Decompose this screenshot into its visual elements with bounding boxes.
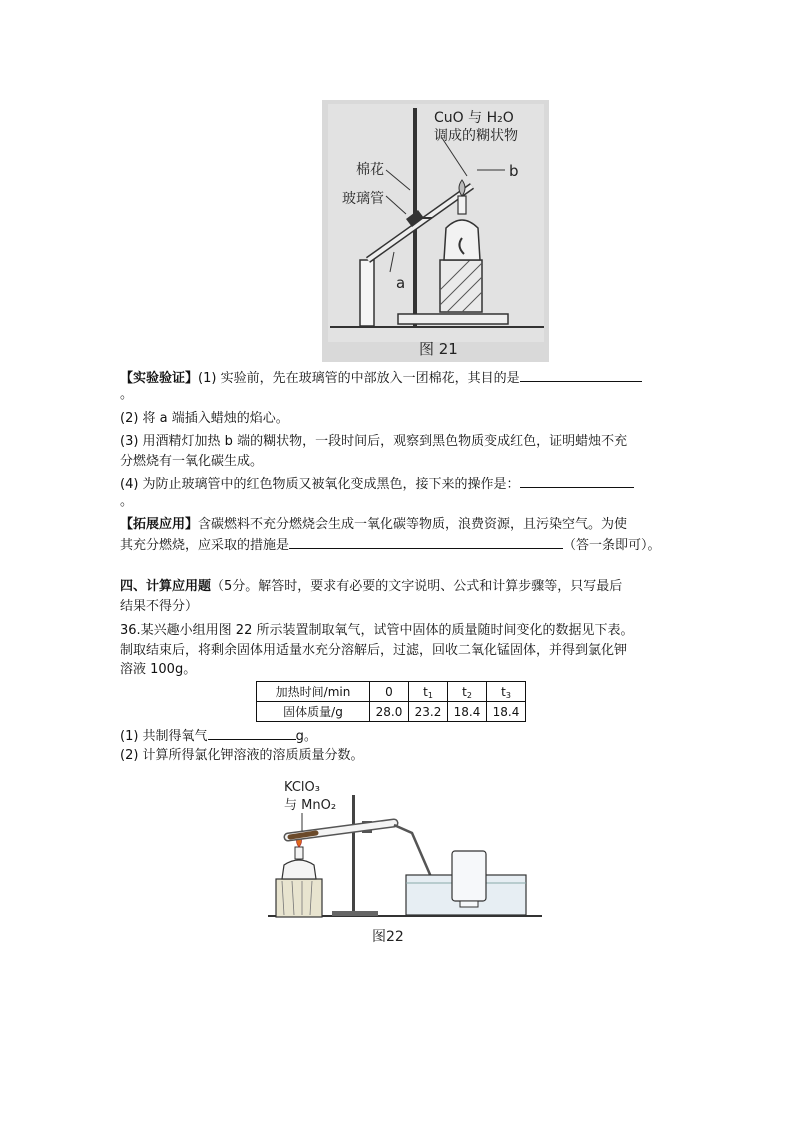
fig22-label-kclo3: KClO₃	[284, 780, 320, 795]
extension-heading: 【拓展应用】	[120, 517, 199, 532]
fig21-label-b: b	[509, 162, 519, 180]
table-header-mass: 固体质量/g	[257, 702, 370, 722]
q36-line3: 溶液 100g。	[120, 662, 197, 677]
table-cell: 23.2	[409, 702, 448, 722]
fig21-label-paste: 调成的糊状物	[434, 128, 518, 144]
q36-sub1-text: (1) 共制得氧气	[120, 729, 208, 744]
verification-heading: 【实验验证】	[120, 371, 199, 386]
extension-answer-blank[interactable]	[289, 535, 563, 549]
figure-22-apparatus	[262, 775, 546, 947]
extension-text2: 其充分燃烧，应采取的措施是	[120, 538, 290, 553]
section4-title: 四、计算应用题	[120, 579, 212, 594]
q3-line1: (3) 用酒精灯加热 b 端的糊状物，一段时间后，观察到黑色物质变成红色，证明蜡烛不充	[120, 434, 628, 449]
fig21-label-cotton: 棉花	[356, 162, 384, 178]
figure-21-apparatus	[322, 100, 549, 362]
table-cell: 0	[370, 682, 409, 702]
fig21-label-glass-tube: 玻璃管	[342, 191, 384, 207]
q36-line2: 制取结束后，将剩余固体用适量水充分溶解后，过滤，回收二氧化锰固体，并得到氯化钾	[120, 643, 628, 658]
table-row	[257, 682, 526, 702]
q1-end: 。	[120, 387, 134, 402]
extension-text3: （答一条即可）。	[563, 538, 661, 553]
section4-desc1: （5分。解答时，要求有必要的文字说明、公式和计算步骤等，只写最后	[211, 579, 623, 594]
q36-sub2: (2) 计算所得氯化钾溶液的溶质质量分数。	[120, 748, 364, 763]
q2-text: (2) 将 a 端插入蜡烛的焰心。	[120, 411, 289, 426]
q4-line	[120, 474, 634, 494]
fig21-label-cuo: CuO 与 H₂O	[434, 110, 514, 126]
table-cell: $t_1$	[409, 682, 448, 702]
q1-answer-blank[interactable]	[520, 368, 642, 382]
table-cell: 18.4	[448, 702, 487, 722]
table-cell: 28.0	[370, 702, 409, 722]
table-cell: $t_2$	[448, 682, 487, 702]
extension-line1	[120, 515, 627, 534]
table-cell: 18.4	[487, 702, 526, 722]
extension-text1: 含碳燃料不充分燃烧会生成一氧化碳等物质，浪费资源，且污染空气。为使	[198, 517, 628, 532]
q1-text: (1) 实验前，先在玻璃管的中部放入一团棉花，其目的是	[198, 371, 520, 386]
fig21-caption: 图 21	[419, 340, 458, 358]
table-cell: $t_3$	[487, 682, 526, 702]
q4-answer-blank[interactable]	[520, 474, 634, 488]
table-row	[257, 702, 526, 722]
q36-line1: 36.某兴趣小组用图 22 所示装置制取氧气，试管中固体的质量随时间变化的数据见下表。	[120, 623, 634, 638]
section4-desc2: 结果不得分）	[120, 599, 199, 614]
fig22-caption: 图22	[372, 929, 404, 945]
q36-sub1-unit: g。	[295, 729, 317, 744]
oxygen-mass-blank[interactable]	[208, 726, 296, 740]
extension-line2	[120, 535, 661, 555]
q36-sub1	[120, 726, 317, 746]
section4-line1	[120, 577, 622, 596]
q3-line2: 分燃烧有一氧化碳生成。	[120, 454, 264, 469]
fig21-label-a: a	[396, 274, 406, 292]
q4-text: (4) 为防止玻璃管中的红色物质又被氧化变成黑色，接下来的操作是：	[120, 477, 520, 492]
table-header-time: 加热时间/min	[257, 682, 370, 702]
q1-line	[120, 368, 642, 388]
fig22-label-mno2: 与 MnO₂	[284, 798, 337, 813]
mass-time-table	[256, 681, 526, 722]
q4-end: 。	[120, 494, 134, 509]
